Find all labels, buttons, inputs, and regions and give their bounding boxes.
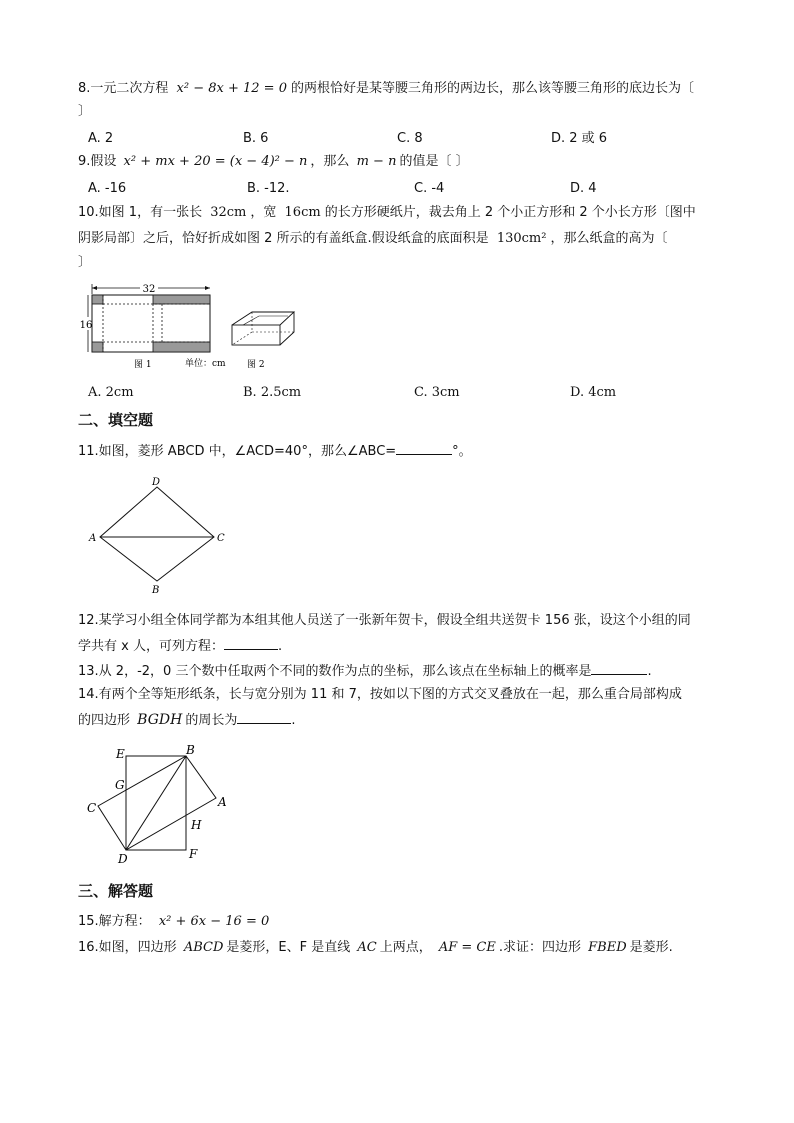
q9-middle: ，那么 [310,154,350,169]
q10-text-2b: ，那么纸盒的高为〔 [550,231,668,246]
q14-label-a: A [218,795,227,809]
q13-text: 13.从 2，-2，0 三个数中任取两个不同的数作为点的坐标，那么该点在坐标轴上的概率是 [78,664,592,679]
q9-option-c: C. -4 [414,181,445,196]
q9-prefix: 9.假设 [78,154,117,169]
q11-rhombus [100,487,214,581]
q10-width: 16cm [284,205,321,220]
q10-option-a: A. 2cm [88,385,134,400]
q10-box-front [232,325,280,345]
q10-length: 32cm [210,205,247,220]
q14-line1: 14.有两个全等矩形纸条，长与宽分别为 11 和 7，按如以下图的方式交叉叠放在一起，那么重合局部构成 [78,687,682,702]
q16-text-c: 上两点， [379,940,432,955]
q10-option-b: B. 2.5cm [243,385,302,400]
q12-line1: 12.某学习小组全体同学都为本组其他人员送了一张新年贺卡，假设全组共送贺卡 156 张，设这个小组的同 [78,613,691,628]
q14-label-g: G [115,778,125,792]
section-solve: 三、解答题 [78,882,154,900]
q8-equation: x² − 8x + 12 = 0 [176,81,287,96]
q16-eq: AF = CE [438,940,496,955]
q13-text-end: . [647,664,652,679]
q11-text-end: °。 [452,444,472,459]
q15-line [78,913,269,931]
q16-text-d: .求证：四边形 [498,940,582,955]
q9-suffix: 的值是〔 〕 [399,154,469,169]
q12-text: 学共有 x 人，可列方程： [78,639,224,654]
q9-option-d: D. 4 [570,181,597,196]
q10-box-hidden-d [232,332,252,345]
q9-option-b: B. -12. [247,181,290,196]
q14-blank[interactable] [237,711,291,724]
q14-label-f: F [189,847,198,861]
q12-blank[interactable] [224,637,278,650]
q10-label-16: 16 [79,320,93,331]
q14-quad: BGDH [137,712,183,728]
q8-option-a: A. 2 [88,131,114,146]
q14-line2 [78,711,295,730]
q10-box-top [232,312,294,325]
q10-text-1b: ，宽 [250,205,277,220]
q10-text-1a: 10.如图 1，有一张长 [78,205,203,220]
q13-line [78,662,652,681]
q10-caption-fig1: 图 1 [134,360,152,370]
q11-blank[interactable] [396,442,452,455]
q16-text-b: 是菱形，E、F 是直线 [226,940,351,955]
q14-label-b: B [186,743,195,757]
q14-label-h: H [191,818,202,832]
q9-expr: m − n [356,154,397,169]
q10-option-c: C. 3cm [414,385,460,400]
q10-text-2a: 阴影局部〕之后，恰好折成如图 2 所示的有盖纸盒.假设纸盒的底面积是 [78,231,489,246]
q9-option-a: A. -16 [88,181,127,196]
q8-line1 [78,80,694,98]
q10-label-32: 32 [142,284,156,295]
q10-box [232,312,294,345]
q10-arrow-left [92,286,97,290]
q12-line2 [78,637,282,656]
q8-suffix: 的两根恰好是某等腰三角形的两边长，那么该等腰三角形的底边长为〔 [290,81,694,96]
q15-equation: x² + 6x − 16 = 0 [158,914,270,929]
q16-fbed: FBED [588,940,627,955]
q8-option-b: B. 6 [243,131,269,146]
q10-line2 [78,230,667,248]
q8-option-d: D. 2 或 6 [551,131,608,146]
q14-label-c: C [87,801,97,815]
q14-rect-tilted [98,756,216,850]
q10-cut-square-tl [92,295,103,304]
q14-text: 的四边形 [78,713,131,728]
q11-line [78,442,472,461]
q16-text-e: 是菱形. [629,940,673,955]
q10-line1 [78,204,696,222]
q10-caption-unit: 单位：cm [185,359,226,369]
q10-cut-rect-top [153,295,210,304]
q10-cut-square-bl [92,342,103,352]
q16-text-a: 16.如图，四边形 [78,940,177,955]
q10-area: 130cm² [496,231,547,246]
q8-option-c: C. 8 [397,131,423,146]
q8-close: 〕 [78,104,92,119]
q10-option-d: D. 4cm [570,385,617,400]
q9-equation: x² + mx + 20 = (x − 4)² − n [123,154,308,169]
q10-caption-fig2: 图 2 [247,360,265,370]
q9-line [78,153,469,171]
q11-figure [86,470,236,600]
q16-ac: AC [357,940,377,955]
q10-figure [76,280,306,372]
q13-blank[interactable] [591,662,647,675]
q12-text-end: . [277,639,283,654]
q10-box-side [280,312,294,345]
q11-label-a: A [89,533,97,544]
q16-abcd: ABCD [183,940,224,955]
q11-text: 11.如图，菱形 ABCD 中，∠ACD=40°，那么∠ABC= [78,444,397,459]
q14-label-e: E [116,747,125,761]
q14-figure [80,740,240,868]
q10-close: 〕 [78,255,92,270]
q14-diagonal-bd [126,756,186,850]
q10-arrow-right [205,286,210,290]
q16-line [78,939,673,957]
q14-text-b: 的周长为 [185,713,238,728]
q8-prefix: 8.一元二次方程 [78,81,169,96]
section-fill-in: 二、填空题 [78,411,154,429]
q15-prefix: 15.解方程： [78,914,151,929]
q14-label-d: D [118,852,128,866]
q10-text-1c: 的长方形硬纸片，裁去角上 2 个小正方形和 2 个小长方形〔图中 [324,205,696,220]
q11-label-c: C [217,533,225,544]
q10-cut-rect-bottom [153,342,210,352]
q11-label-d: D [152,477,161,488]
q14-text-end: . [291,713,296,728]
q11-label-b: B [152,585,160,596]
